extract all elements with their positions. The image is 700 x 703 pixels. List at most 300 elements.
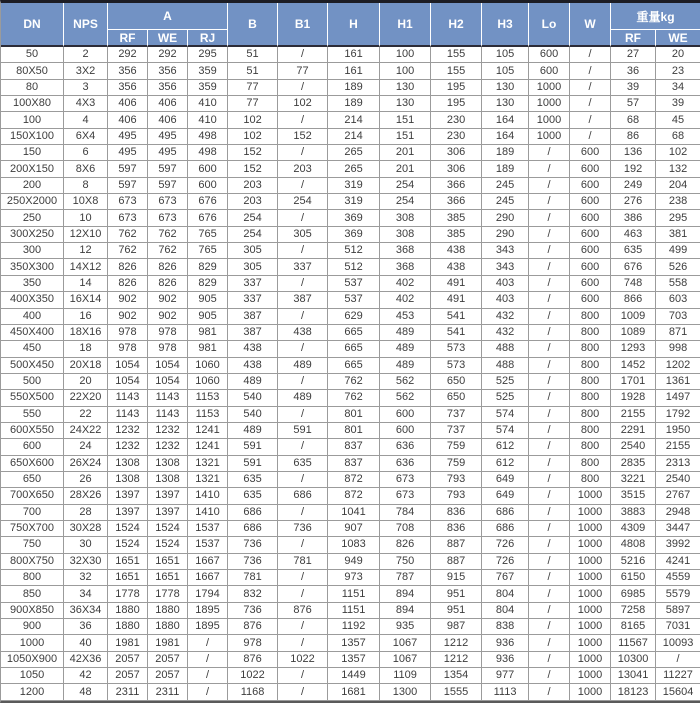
cell-H3: 290: [482, 227, 529, 243]
cell-H2: 915: [431, 570, 482, 586]
cell-Lo: /: [529, 341, 570, 357]
cell-重量kg-RF: 2291: [611, 423, 656, 439]
cell-H2: 650: [431, 374, 482, 390]
cell-Lo: /: [529, 603, 570, 619]
cell-H: 265: [328, 161, 380, 177]
cell-DN: 150: [1, 145, 64, 161]
cell-A-RF: 597: [108, 178, 148, 194]
cell-重量kg-RF: 748: [611, 276, 656, 292]
cell-重量kg-WE: 68: [656, 129, 700, 145]
cell-A-RF: 1524: [108, 537, 148, 553]
col-header-nps: NPS: [64, 3, 108, 47]
cell-重量kg-RF: 676: [611, 259, 656, 275]
cell-H1: 402: [380, 292, 431, 308]
cell-H2: 1555: [431, 684, 482, 701]
cell-重量kg-WE: 1497: [656, 390, 700, 406]
col-header-dn: DN: [1, 3, 64, 47]
col-header-b1: B1: [278, 3, 328, 47]
cell-A-RF: 1778: [108, 586, 148, 602]
cell-Lo: /: [529, 161, 570, 177]
cell-Lo: /: [529, 684, 570, 701]
cell-A-RF: 826: [108, 276, 148, 292]
col-header-h1: H1: [380, 3, 431, 47]
cell-DN: 250: [1, 210, 64, 226]
cell-Lo: /: [529, 668, 570, 684]
cell-DN: 800X750: [1, 554, 64, 570]
cell-重量kg-WE: 5897: [656, 603, 700, 619]
cell-W: 1000: [570, 521, 611, 537]
cell-重量kg-RF: 1701: [611, 374, 656, 390]
cell-Lo: /: [529, 619, 570, 635]
cell-A-RJ: 1241: [188, 423, 228, 439]
cell-H: 872: [328, 488, 380, 504]
table-row: [1, 145, 700, 161]
cell-H1: 1300: [380, 684, 431, 701]
cell-H2: 759: [431, 456, 482, 472]
cell-DN: 300X250: [1, 227, 64, 243]
cell-重量kg-RF: 386: [611, 210, 656, 226]
cell-重量kg-WE: 11227: [656, 668, 700, 684]
cell-NPS: 18X16: [64, 325, 108, 341]
table-row: [1, 668, 700, 684]
cell-重量kg-RF: 3221: [611, 472, 656, 488]
cell-A-RJ: 359: [188, 80, 228, 96]
cell-B1: /: [278, 635, 328, 651]
col-header-h2: H2: [431, 3, 482, 47]
cell-A-RF: 1143: [108, 407, 148, 423]
cell-B: 832: [228, 586, 278, 602]
cell-Lo: 1000: [529, 129, 570, 145]
cell-W: /: [570, 63, 611, 79]
cell-B: 876: [228, 652, 278, 668]
table-row: [1, 341, 700, 357]
cell-NPS: 10: [64, 210, 108, 226]
cell-重量kg-RF: 136: [611, 145, 656, 161]
cell-重量kg-RF: 1089: [611, 325, 656, 341]
cell-B: 540: [228, 407, 278, 423]
cell-NPS: 42X36: [64, 652, 108, 668]
col-header-a-rj: RJ: [188, 30, 228, 47]
cell-A-WE: 1232: [148, 439, 188, 455]
cell-重量kg-RF: 2835: [611, 456, 656, 472]
cell-H3: 649: [482, 472, 529, 488]
table-row: [1, 652, 700, 668]
cell-A-WE: 826: [148, 259, 188, 275]
cell-H2: 836: [431, 521, 482, 537]
cell-A-RJ: 1321: [188, 456, 228, 472]
cell-DN: 80: [1, 80, 64, 96]
cell-NPS: 8X6: [64, 161, 108, 177]
cell-重量kg-RF: 6985: [611, 586, 656, 602]
cell-DN: 1200: [1, 684, 64, 701]
cell-B: 51: [228, 63, 278, 79]
cell-NPS: 36: [64, 619, 108, 635]
cell-H2: 836: [431, 505, 482, 521]
cell-重量kg-WE: 20: [656, 47, 700, 63]
cell-H2: 306: [431, 145, 482, 161]
cell-A-WE: 2311: [148, 684, 188, 701]
cell-H3: 936: [482, 635, 529, 651]
cell-H2: 385: [431, 227, 482, 243]
table-row: [1, 374, 700, 390]
cell-A-RF: 1880: [108, 619, 148, 635]
cell-A-RF: 978: [108, 325, 148, 341]
cell-H: 369: [328, 227, 380, 243]
cell-重量kg-WE: 2155: [656, 439, 700, 455]
cell-H: 1151: [328, 603, 380, 619]
cell-H2: 951: [431, 603, 482, 619]
cell-W: 800: [570, 309, 611, 325]
table-row: [1, 112, 700, 128]
cell-Lo: /: [529, 439, 570, 455]
cell-Lo: /: [529, 325, 570, 341]
cell-B1: /: [278, 668, 328, 684]
cell-H3: 488: [482, 341, 529, 357]
cell-A-RJ: /: [188, 635, 228, 651]
cell-B: 635: [228, 488, 278, 504]
cell-H2: 385: [431, 210, 482, 226]
cell-W: 600: [570, 161, 611, 177]
cell-重量kg-RF: 36: [611, 63, 656, 79]
cell-重量kg-RF: 866: [611, 292, 656, 308]
col-header-weight-rf: RF: [611, 30, 656, 47]
cell-H: 949: [328, 554, 380, 570]
cell-DN: 250X2000: [1, 194, 64, 210]
table-row: [1, 358, 700, 374]
cell-W: 600: [570, 227, 611, 243]
cell-A-RJ: 905: [188, 309, 228, 325]
cell-A-WE: 406: [148, 112, 188, 128]
cell-H: 907: [328, 521, 380, 537]
cell-H: 537: [328, 292, 380, 308]
cell-W: 800: [570, 325, 611, 341]
cell-NPS: 12: [64, 243, 108, 259]
cell-NPS: 30: [64, 537, 108, 553]
cell-W: 1000: [570, 537, 611, 553]
cell-Lo: /: [529, 521, 570, 537]
cell-H1: 600: [380, 407, 431, 423]
cell-B1: /: [278, 374, 328, 390]
cell-B1: /: [278, 586, 328, 602]
cell-H2: 491: [431, 292, 482, 308]
cell-B: 876: [228, 619, 278, 635]
cell-NPS: 28X26: [64, 488, 108, 504]
cell-H: 1681: [328, 684, 380, 701]
cell-H2: 438: [431, 243, 482, 259]
cell-H: 665: [328, 341, 380, 357]
cell-H2: 887: [431, 537, 482, 553]
cell-NPS: 20X18: [64, 358, 108, 374]
cell-Lo: 1000: [529, 96, 570, 112]
table-row: [1, 259, 700, 275]
table-row: [1, 96, 700, 112]
cell-重量kg-WE: 238: [656, 194, 700, 210]
cell-H1: 1109: [380, 668, 431, 684]
cell-H: 1192: [328, 619, 380, 635]
cell-B1: 591: [278, 423, 328, 439]
cell-W: 1000: [570, 554, 611, 570]
table-row: [1, 292, 700, 308]
cell-B: 736: [228, 603, 278, 619]
cell-重量kg-WE: 2948: [656, 505, 700, 521]
cell-B1: /: [278, 80, 328, 96]
cell-重量kg-RF: 463: [611, 227, 656, 243]
cell-H3: 403: [482, 276, 529, 292]
cell-B1: /: [278, 407, 328, 423]
cell-A-RF: 978: [108, 341, 148, 357]
cell-B1: 635: [278, 456, 328, 472]
cell-Lo: /: [529, 243, 570, 259]
cell-Lo: /: [529, 374, 570, 390]
cell-NPS: 16X14: [64, 292, 108, 308]
cell-A-RJ: 1153: [188, 407, 228, 423]
cell-H3: 1113: [482, 684, 529, 701]
cell-A-RJ: 1794: [188, 586, 228, 602]
cell-H: 1357: [328, 652, 380, 668]
cell-DN: 650X600: [1, 456, 64, 472]
cell-重量kg-RF: 3515: [611, 488, 656, 504]
cell-H2: 306: [431, 161, 482, 177]
cell-W: 1000: [570, 619, 611, 635]
cell-H: 512: [328, 259, 380, 275]
cell-H: 1449: [328, 668, 380, 684]
cell-重量kg-RF: 1928: [611, 390, 656, 406]
cell-Lo: /: [529, 488, 570, 504]
cell-W: 800: [570, 358, 611, 374]
cell-DN: 400: [1, 309, 64, 325]
table-row: [1, 80, 700, 96]
cell-H1: 826: [380, 537, 431, 553]
cell-H3: 525: [482, 374, 529, 390]
cell-A-RF: 495: [108, 129, 148, 145]
cell-B1: /: [278, 439, 328, 455]
cell-重量kg-WE: 526: [656, 259, 700, 275]
cell-H3: 574: [482, 423, 529, 439]
cell-H1: 1067: [380, 652, 431, 668]
table-row: [1, 505, 700, 521]
cell-H: 1151: [328, 586, 380, 602]
cell-W: 1000: [570, 652, 611, 668]
cell-H1: 100: [380, 47, 431, 63]
cell-重量kg-WE: 871: [656, 325, 700, 341]
cell-W: 800: [570, 472, 611, 488]
cell-重量kg-WE: /: [656, 652, 700, 668]
cell-W: 600: [570, 292, 611, 308]
cell-A-WE: 1143: [148, 390, 188, 406]
cell-重量kg-RF: 3883: [611, 505, 656, 521]
cell-W: 1000: [570, 570, 611, 586]
cell-DN: 750X700: [1, 521, 64, 537]
cell-H: 537: [328, 276, 380, 292]
cell-NPS: 4X3: [64, 96, 108, 112]
cell-H1: 130: [380, 96, 431, 112]
cell-H1: 600: [380, 423, 431, 439]
table-row: [1, 456, 700, 472]
cell-重量kg-RF: 4309: [611, 521, 656, 537]
cell-重量kg-WE: 1202: [656, 358, 700, 374]
cell-NPS: 10X8: [64, 194, 108, 210]
cell-DN: 500X450: [1, 358, 64, 374]
table-row: [1, 178, 700, 194]
cell-H: 872: [328, 472, 380, 488]
cell-H2: 438: [431, 259, 482, 275]
cell-H: 837: [328, 439, 380, 455]
cell-A-RF: 1143: [108, 390, 148, 406]
cell-Lo: /: [529, 586, 570, 602]
cell-NPS: 40: [64, 635, 108, 651]
cell-A-RF: 2311: [108, 684, 148, 701]
cell-H3: 403: [482, 292, 529, 308]
cell-W: 600: [570, 145, 611, 161]
cell-DN: 150X100: [1, 129, 64, 145]
cell-H3: 189: [482, 161, 529, 177]
cell-DN: 200: [1, 178, 64, 194]
table-row: [1, 276, 700, 292]
cell-H: 629: [328, 309, 380, 325]
cell-W: 600: [570, 276, 611, 292]
cell-重量kg-WE: 7031: [656, 619, 700, 635]
cell-NPS: 22: [64, 407, 108, 423]
cell-A-RJ: 1321: [188, 472, 228, 488]
cell-H2: 1354: [431, 668, 482, 684]
cell-H3: 767: [482, 570, 529, 586]
cell-A-RF: 902: [108, 292, 148, 308]
cell-Lo: 600: [529, 47, 570, 63]
cell-Lo: /: [529, 505, 570, 521]
cell-A-RF: 597: [108, 161, 148, 177]
cell-B1: /: [278, 178, 328, 194]
cell-A-RJ: 905: [188, 292, 228, 308]
cell-NPS: 24: [64, 439, 108, 455]
cell-B1: 102: [278, 96, 328, 112]
cell-重量kg-RF: 11567: [611, 635, 656, 651]
cell-重量kg-WE: 1361: [656, 374, 700, 390]
cell-H1: 308: [380, 227, 431, 243]
cell-DN: 100: [1, 112, 64, 128]
cell-H1: 368: [380, 243, 431, 259]
cell-A-WE: 356: [148, 63, 188, 79]
cell-B1: 489: [278, 358, 328, 374]
cell-W: 800: [570, 456, 611, 472]
col-header-a-group: A: [108, 3, 228, 30]
cell-NPS: 3: [64, 80, 108, 96]
cell-H3: 804: [482, 603, 529, 619]
cell-H1: 750: [380, 554, 431, 570]
cell-DN: 650: [1, 472, 64, 488]
cell-A-RJ: 1410: [188, 505, 228, 521]
col-header-lo: Lo: [529, 3, 570, 47]
cell-H1: 402: [380, 276, 431, 292]
cell-H2: 650: [431, 390, 482, 406]
cell-A-RF: 826: [108, 259, 148, 275]
cell-DN: 350X300: [1, 259, 64, 275]
cell-NPS: 20: [64, 374, 108, 390]
cell-A-RJ: 1537: [188, 537, 228, 553]
cell-B: 152: [228, 161, 278, 177]
cell-H: 161: [328, 63, 380, 79]
cell-DN: 900X850: [1, 603, 64, 619]
col-header-h3: H3: [482, 3, 529, 47]
cell-Lo: /: [529, 194, 570, 210]
cell-H1: 489: [380, 325, 431, 341]
cell-B: 781: [228, 570, 278, 586]
table-row: [1, 570, 700, 586]
cell-H: 762: [328, 374, 380, 390]
cell-Lo: /: [529, 390, 570, 406]
cell-A-WE: 1308: [148, 472, 188, 488]
cell-H: 189: [328, 80, 380, 96]
cell-A-WE: 2057: [148, 668, 188, 684]
cell-DN: 100X80: [1, 96, 64, 112]
cell-重量kg-WE: 998: [656, 341, 700, 357]
cell-H: 214: [328, 112, 380, 128]
cell-H3: 574: [482, 407, 529, 423]
cell-DN: 550: [1, 407, 64, 423]
cell-DN: 80X50: [1, 63, 64, 79]
cell-B: 736: [228, 537, 278, 553]
cell-B: 77: [228, 96, 278, 112]
cell-H2: 230: [431, 129, 482, 145]
cell-B: 591: [228, 456, 278, 472]
cell-重量kg-WE: 1792: [656, 407, 700, 423]
cell-A-WE: 1232: [148, 423, 188, 439]
cell-H: 1083: [328, 537, 380, 553]
cell-Lo: /: [529, 407, 570, 423]
table-row: [1, 63, 700, 79]
cell-H1: 562: [380, 390, 431, 406]
cell-重量kg-WE: 703: [656, 309, 700, 325]
cell-DN: 700X650: [1, 488, 64, 504]
cell-A-RF: 673: [108, 210, 148, 226]
cell-重量kg-WE: 23: [656, 63, 700, 79]
cell-重量kg-RF: 1452: [611, 358, 656, 374]
cell-DN: 450: [1, 341, 64, 357]
cell-W: 800: [570, 374, 611, 390]
cell-重量kg-RF: 276: [611, 194, 656, 210]
cell-A-RJ: 359: [188, 63, 228, 79]
cell-NPS: 18: [64, 341, 108, 357]
cell-H3: 649: [482, 488, 529, 504]
cell-B: 337: [228, 276, 278, 292]
cell-B1: 77: [278, 63, 328, 79]
cell-Lo: 1000: [529, 112, 570, 128]
cell-H2: 887: [431, 554, 482, 570]
cell-NPS: 8: [64, 178, 108, 194]
cell-B: 254: [228, 210, 278, 226]
cell-A-RJ: 498: [188, 129, 228, 145]
cell-B: 305: [228, 243, 278, 259]
cell-H1: 254: [380, 194, 431, 210]
cell-A-RJ: 1537: [188, 521, 228, 537]
cell-Lo: /: [529, 456, 570, 472]
cell-DN: 550X500: [1, 390, 64, 406]
cell-Lo: /: [529, 259, 570, 275]
cell-A-WE: 597: [148, 161, 188, 177]
cell-DN: 500: [1, 374, 64, 390]
cell-W: 600: [570, 243, 611, 259]
cell-W: 1000: [570, 668, 611, 684]
cell-H2: 987: [431, 619, 482, 635]
cell-A-RF: 1397: [108, 505, 148, 521]
cell-H1: 673: [380, 472, 431, 488]
cell-A-WE: 356: [148, 80, 188, 96]
cell-B: 387: [228, 325, 278, 341]
cell-A-RF: 1054: [108, 358, 148, 374]
cell-重量kg-RF: 13041: [611, 668, 656, 684]
cell-H: 1357: [328, 635, 380, 651]
cell-A-WE: 673: [148, 210, 188, 226]
cell-H1: 489: [380, 341, 431, 357]
